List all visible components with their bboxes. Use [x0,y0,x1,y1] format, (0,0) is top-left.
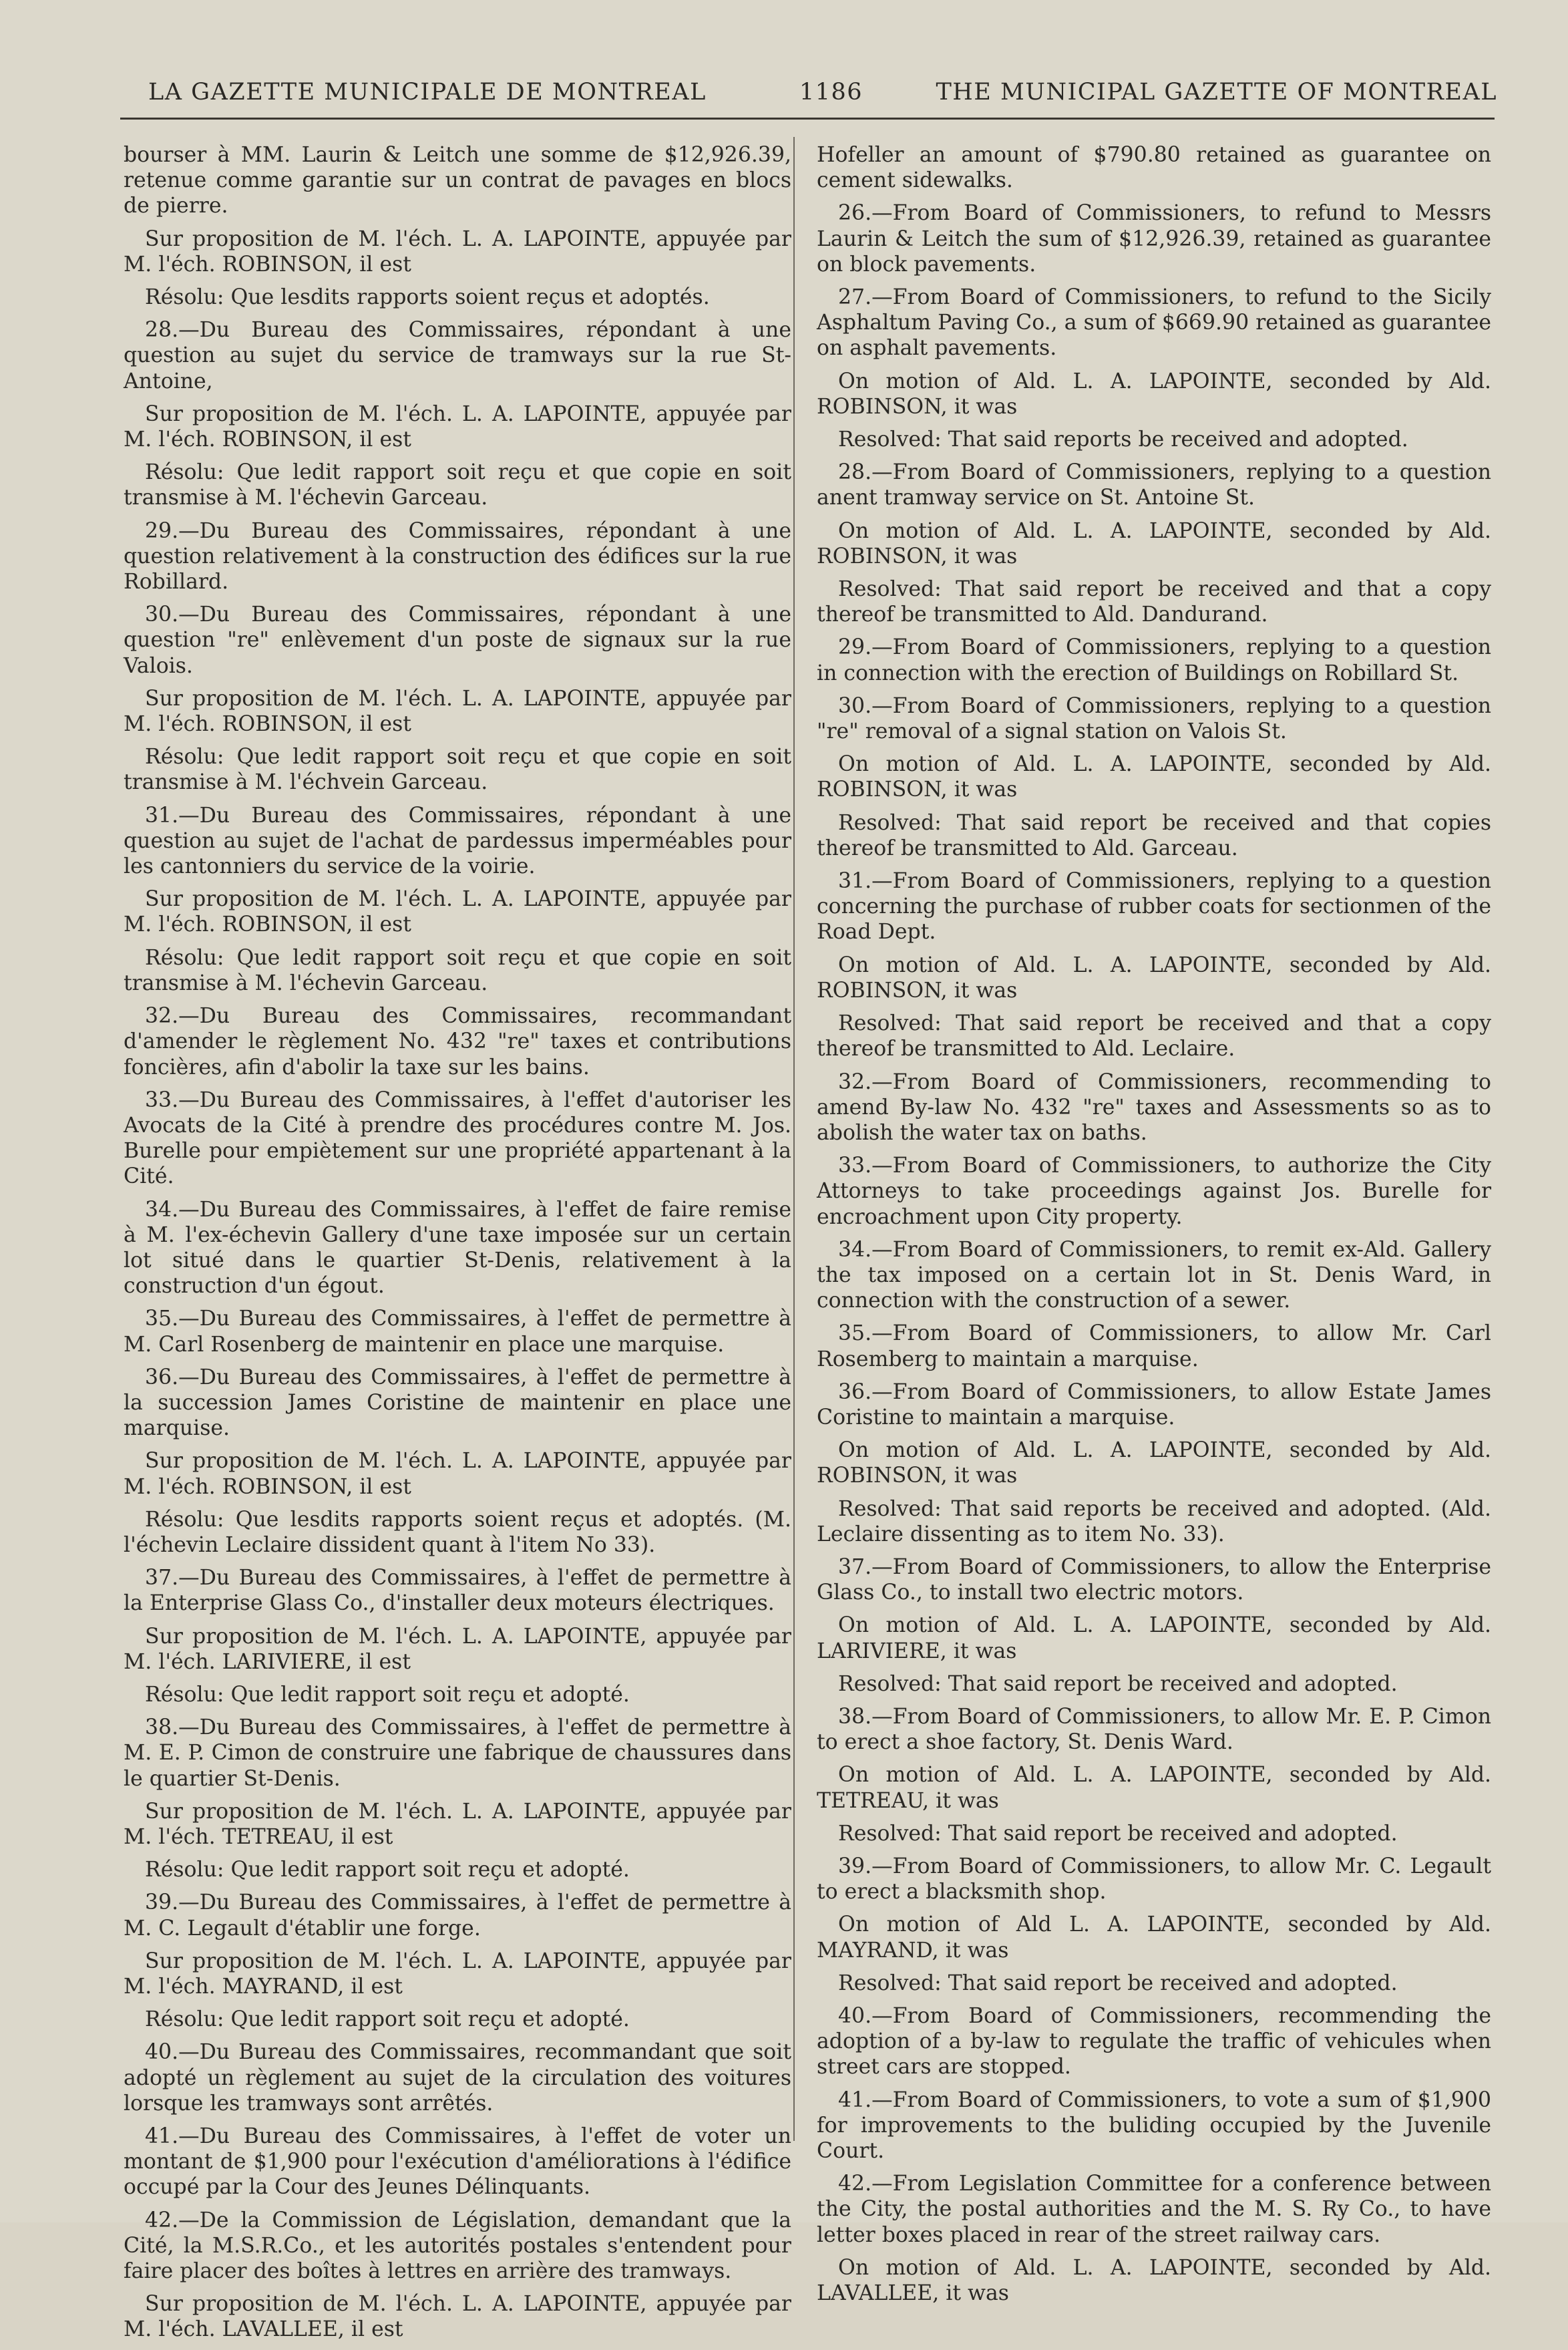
french-paragraph: Sur proposition de M. l'éch. L. A. LAPOINTE, appuyée par M. l'éch. ROBINSON, il est [124,226,791,277]
english-paragraph: On motion of Ald. L. A. LAPOINTE, seconded by Ald. ROBINSON, it was [817,953,1491,1003]
french-paragraph: Résolu: Que ledit rapport soit reçu et que copie en soit transmise à M. l'échvein Garceau. [124,745,791,795]
english-paragraph: Resolved: That said reports be received and adopted. (Ald. Leclaire dissenting as to item No. 33). [817,1496,1491,1546]
header-left-title: LA GAZETTE MUNICIPALE DE MONTREAL [148,79,707,106]
french-paragraph: 29.—Du Bureau des Commissaires, répondant à une question relativement à la construction des édifices sur la rue Robillard. [124,518,791,595]
french-paragraph: Résolu: Que ledit rapport soit reçu et que copie en soit transmise à M. l'échevin Garceau. [124,945,791,995]
english-paragraph: On motion of Ald. L. A. LAPOINTE, seconded by Ald. ROBINSON, it was [817,518,1491,568]
english-paragraph: Resolved: That said report be received and adopted. [838,1821,1398,1846]
french-paragraph: Résolu: Que ledit rapport soit reçu et adopté. [145,1858,630,1882]
english-paragraph: Resolved: That said report be received and adopted. [838,1671,1398,1696]
french-paragraph: Sur proposition de M. l'éch. L. A. LAPOINTE, appuyée par M. l'éch. ROBINSON, il est [124,1449,791,1499]
french-paragraph: Sur proposition de M. l'éch. L. A. LAPOINTE, appuyée par M. l'éch. MAYRAND, il est [124,1949,791,1999]
english-paragraph: Resolved: That said reports be received and adopted. [838,428,1408,452]
french-paragraph: 35.—Du Bureau des Commissaires, à l'effet de permettre à M. Carl Rosenberg de maintenir en place une marquise. [124,1307,791,1357]
english-paragraph: 27.—From Board of Commissioners, to refund to the Sicily Asphaltum Paving Co., a sum of $669.90 retained as guarantee on asphalt pavements. [817,285,1491,361]
english-paragraph: On motion of Ald. L. A. LAPOINTE, seconded by Ald. LARIVIERE, it was [817,1613,1491,1663]
french-paragraph: bourser à MM. Laurin & Leitch une somme de $12,926.39, retenue comme garantie sur un contrat de pavages en blocs de pierre. [124,143,791,218]
french-paragraph: 33.—Du Bureau des Commissaires, à l'effet d'autoriser les Avocats de la Cité à prendre des procédures contre M. Jos. Burelle pour empiètement sur une propriété appartenant à la Cité. [124,1087,791,1189]
column-divider [793,137,795,2141]
page-header [148,79,1497,119]
french-paragraph: 37.—Du Bureau des Commissaires, à l'effet de permettre à la Enterprise Glass Co., d'installer deux moteurs électriques. [124,1566,791,1616]
french-paragraph: 40.—Du Bureau des Commissaires, recommandant que soit adopté un règlement au sujet de la circulation des voitures lorsque les tramways sont arrêtés. [124,2040,791,2116]
english-paragraph: 41.—From Board of Commissioners, to vote a sum of $1,900 for improvements to the buliding occupied by the Juvenile Court. [817,2087,1491,2164]
french-paragraph: Sur proposition de M. l'éch. L. A. LAPOINTE, appuyée par M. l'éch. LARIVIERE, il est [124,1624,791,1674]
english-paragraph: 32.—From Board of Commissioners, recommending to amend By-law No. 432 "re" taxes and Assessments so as to abolish the water tax on baths. [817,1069,1491,1145]
french-paragraph: Sur proposition de M. l'éch. L. A. LAPOINTE, appuyée par M. l'éch. LAVALLEE, il est [124,2292,791,2342]
french-paragraph: 31.—Du Bureau des Commissaires, répondant à une question au sujet de l'achat de pardessus imperméables pour les cantonniers du service de la voirie. [124,803,791,879]
page-number: 1186 [799,79,863,106]
english-paragraph: Resolved: That said report be received and that a copy thereof be transmitted to Ald. Dandurand. [817,577,1491,627]
french-paragraph: 32.—Du Bureau des Commissaires, recommandant d'amender le règlement No. 432 "re" taxes et contributions foncières, afin d'abolir la taxe sur les bains. [124,1004,791,1079]
french-paragraph: 30.—Du Bureau des Commissaires, répondant à une question "re" enlèvement d'un poste de signaux sur la rue Valois. [124,603,791,678]
french-paragraph: Sur proposition de M. l'éch. L. A. LAPOINTE, appuyée par M. l'éch. TETREAU, il est [124,1799,791,1849]
english-paragraph: On motion of Ald. L. A. LAPOINTE, seconded by Ald. LAVALLEE, it was [817,2255,1491,2306]
french-paragraph: 41.—Du Bureau des Commissaires, à l'effet de voter un montant de $1,900 pour l'exécution d'améliorations à l'édifice occupé par la Cour des Jeunes Délinquants. [124,2124,791,2200]
french-column [124,142,791,2350]
english-paragraph: 33.—From Board of Commissioners, to authorize the City Attorneys to take proceedings against Jos. Burelle for encroachment upon City property. [817,1154,1491,1229]
english-paragraph: 34.—From Board of Commissioners, to remit ex-Ald. Gallery the tax imposed on a certain lot in St. Denis Ward, in connection with the construction of a sewer. [817,1237,1491,1313]
english-paragraph: Hofeller an amount of $790.80 retained as guarantee on cement sidewalks. [817,143,1491,193]
french-paragraph: Sur proposition de M. l'éch. L. A. LAPOINTE, appuyée par M. l'éch. ROBINSON, il est [124,887,791,937]
english-paragraph: Resolved: That said report be received and that copies thereof be transmitted to Ald. Garceau. [817,810,1491,860]
french-paragraph: Sur proposition de M. l'éch. L. A. LAPOINTE, appuyée par M. l'éch. ROBINSON, il est [124,686,791,737]
french-paragraph: 39.—Du Bureau des Commissaires, à l'effet de permettre à M. C. Legault d'établir une forge. [124,1890,791,1941]
english-paragraph: Resolved: That said report be received and that a copy thereof be transmitted to Ald. Leclaire. [817,1011,1491,1061]
french-paragraph: 42.—De la Commission de Législation, demandant que la Cité, la M.S.R.Co., et les autorités postales s'entendent pour faire placer des boîtes à lettres en arrière des tramways. [124,2208,791,2284]
english-paragraph: On motion of Ald. L. A. LAPOINTE, seconded by Ald. ROBINSON, it was [817,1438,1491,1488]
french-paragraph: 38.—Du Bureau des Commissaires, à l'effet de permettre à M. E. P. Cimon de construire une fabrique de chaussures dans le quartier St-Denis. [124,1715,791,1791]
french-paragraph: Résolu: Que ledit rapport soit reçu et adopté. [145,1682,630,1707]
english-paragraph: 42.—From Legislation Committee for a conference between the City, the postal authorities and the M. S. Ry Co., to have letter boxes placed in rear of the street railway cars. [817,2172,1491,2247]
english-paragraph: 30.—From Board of Commissioners, replying to a question "re" removal of a signal station on Valois St. [817,693,1491,744]
english-paragraph: 31.—From Board of Commissioners, replying to a question concerning the purchase of rubber coats for sectionmen of the Road Dept. [817,869,1491,945]
english-paragraph: 40.—From Board of Commissioners, recommending the adoption of a by-law to regulate the traffic of vehicules when street cars are stopped. [817,2004,1491,2079]
english-paragraph: On motion of Ald. L. A. LAPOINTE, seconded by Ald. TETREAU, it was [817,1763,1491,1813]
english-paragraph: 35.—From Board of Commissioners, to allow Mr. Carl Rosemberg to maintain a marquise. [817,1321,1491,1371]
english-paragraph: On motion of Ald. L. A. LAPOINTE, seconded by Ald. ROBINSON, it was [817,752,1491,802]
english-column [817,142,1491,2313]
english-paragraph: Resolved: That said report be received and adopted. [838,1971,1398,1995]
english-paragraph: 28.—From Board of Commissioners, replying to a question anent tramway service on St. Antoine St. [817,460,1491,510]
french-paragraph: Résolu: Que ledit rapport soit reçu et que copie en soit transmise à M. l'échevin Garceau. [124,460,791,510]
french-paragraph: 34.—Du Bureau des Commissaires, à l'effet de faire remise à M. l'ex-échevin Gallery d'une taxe imposée sur un certain lot situé dans le quartier St-Denis, relativement à la construction d'un égout. [124,1197,791,1299]
english-paragraph: 39.—From Board of Commissioners, to allow Mr. C. Legault to erect a blacksmith shop. [817,1854,1491,1904]
english-paragraph: 38.—From Board of Commissioners, to allow Mr. E. P. Cimon to erect a shoe factory, St. Denis Ward. [817,1704,1491,1755]
english-paragraph: On motion of Ald L. A. LAPOINTE, seconded by Ald. MAYRAND, it was [817,1912,1491,1963]
english-paragraph: On motion of Ald. L. A. LAPOINTE, seconded by Ald. ROBINSON, it was [817,369,1491,419]
english-paragraph: 36.—From Board of Commissioners, to allow Estate James Coristine to maintain a marquise. [817,1379,1491,1430]
english-paragraph: 26.—From Board of Commissioners, to refund to Messrs Laurin & Leitch the sum of $12,926.39, retained as guarantee on block pavements. [817,201,1491,277]
french-paragraph: Résolu: Que lesdits rapports soient reçus et adoptés. [145,285,710,310]
french-paragraph: Résolu: Que ledit rapport soit reçu et adopté. [145,2007,630,2032]
header-right-title: THE MUNICIPAL GAZETTE OF MONTREAL [936,79,1497,106]
header-rule [120,118,1495,120]
english-paragraph: 29.—From Board of Commissioners, replying to a question in connection with the erection of Buildings on Robillard St. [817,635,1491,685]
french-paragraph: Sur proposition de M. l'éch. L. A. LAPOINTE, appuyée par M. l'éch. ROBINSON, il est [124,401,791,452]
french-paragraph: 28.—Du Bureau des Commissaires, répondant à une question au sujet du service de tramways sur la rue St-Antoine, [124,318,791,393]
english-paragraph: 37.—From Board of Commissioners, to allow the Enterprise Glass Co., to install two electric motors. [817,1554,1491,1605]
french-paragraph: 36.—Du Bureau des Commissaires, à l'effet de permettre à la succession James Coristine de maintenir en place une marquise. [124,1365,791,1441]
french-paragraph: Résolu: Que lesdits rapports soient reçus et adoptés. (M. l'échevin Leclaire dissident quant à l'item No 33). [124,1507,791,1557]
